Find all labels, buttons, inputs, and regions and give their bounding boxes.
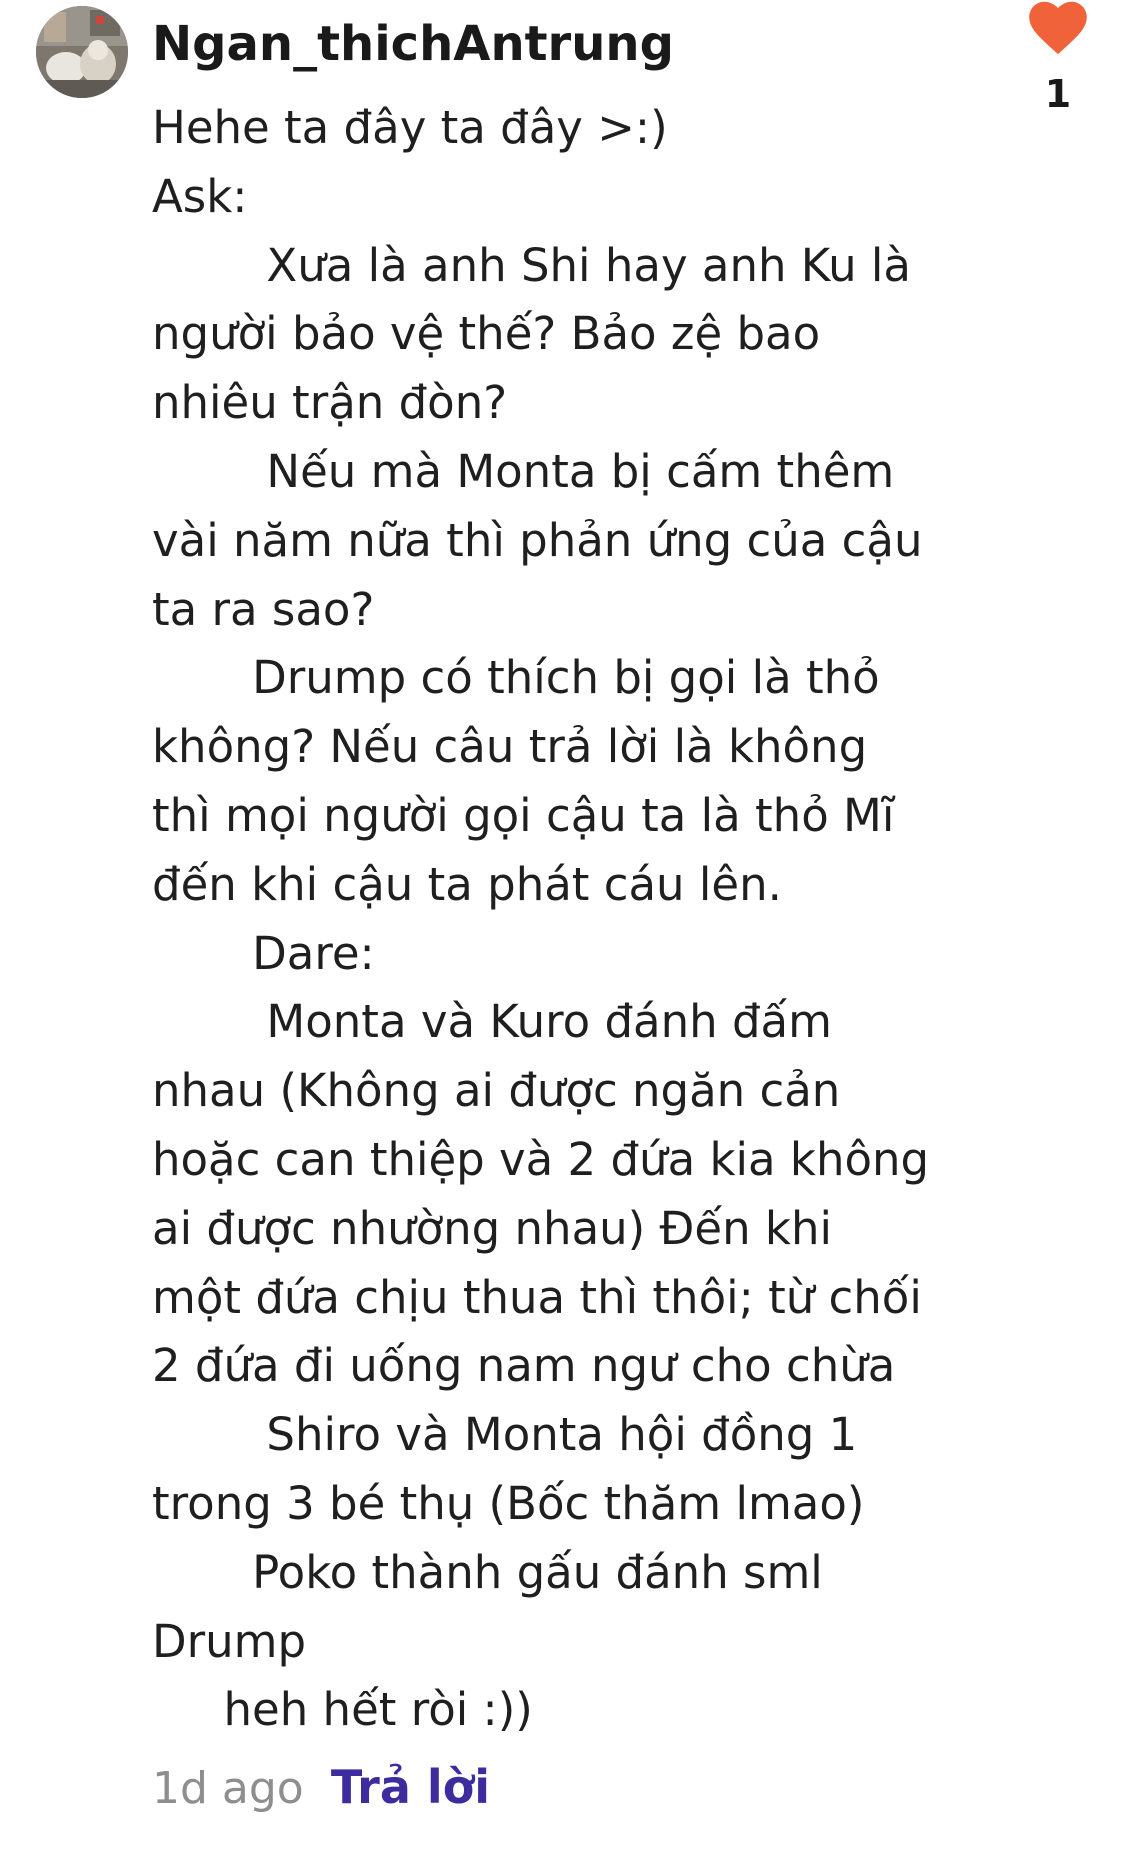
comment-text [152, 94, 952, 1745]
reply-button[interactable]: Trả lời [330, 1760, 491, 1814]
comment-line: Nếu mà Monta bị cấm thêm [152, 444, 895, 498]
avatar-image [36, 6, 128, 98]
comment-line: Hehe ta đây ta đây >:) [152, 101, 668, 154]
comment-line: hoặc can thiệp và 2 đứa kia không [152, 1132, 930, 1186]
comment-line: Dare: [152, 926, 375, 980]
username[interactable]: Ngan_thichAntrung [152, 16, 674, 72]
comment-footer [152, 1754, 490, 1820]
comment-line: 2 đứa đi uống nam ngư cho chừa [152, 1339, 896, 1393]
comment-line: người bảo vệ thế? Bảo zệ bao [152, 307, 821, 361]
comment-line: Drump có thích bị gọi là thỏ [152, 651, 880, 705]
comment-line: Xưa là anh Shi hay anh Ku là [152, 238, 911, 292]
comment-line: heh hết ròi :)) [152, 1683, 533, 1737]
like-count: 1 [1044, 72, 1072, 116]
comment-line: ai được nhường nhau) Đến khi [152, 1201, 832, 1255]
comment-line: Ask: [152, 169, 248, 223]
heart-icon [1028, 0, 1088, 56]
comment-line: vài năm nữa thì phản ứng của cậu [152, 513, 923, 567]
comment-line: Poko thành gấu đánh sml [152, 1545, 823, 1599]
comment-line: nhiêu trận đòn? [152, 376, 508, 430]
like-button[interactable] [1020, 0, 1096, 116]
comment-line: thì mọi người gọi cậu ta là thỏ Mĩ [152, 788, 895, 842]
comment-line: không? Nếu câu trả lời là không [152, 720, 868, 774]
comment-line: Shiro và Monta hội đồng 1 [152, 1408, 858, 1462]
comment-line: ta ra sao? [152, 582, 375, 636]
comment-line: nhau (Không ai được ngăn cản [152, 1064, 841, 1118]
comment-line: Drump [152, 1614, 307, 1668]
comment-line: đến khi cậu ta phát cáu lên. [152, 857, 782, 911]
comment-line: một đứa chịu thua thì thôi; từ chối [152, 1270, 922, 1324]
timestamp: 1d ago [152, 1763, 304, 1814]
avatar[interactable] [36, 6, 128, 98]
comment-line: trong 3 bé thụ (Bốc thăm lmao) [152, 1476, 865, 1530]
comment-line: Monta và Kuro đánh đấm [152, 995, 832, 1049]
